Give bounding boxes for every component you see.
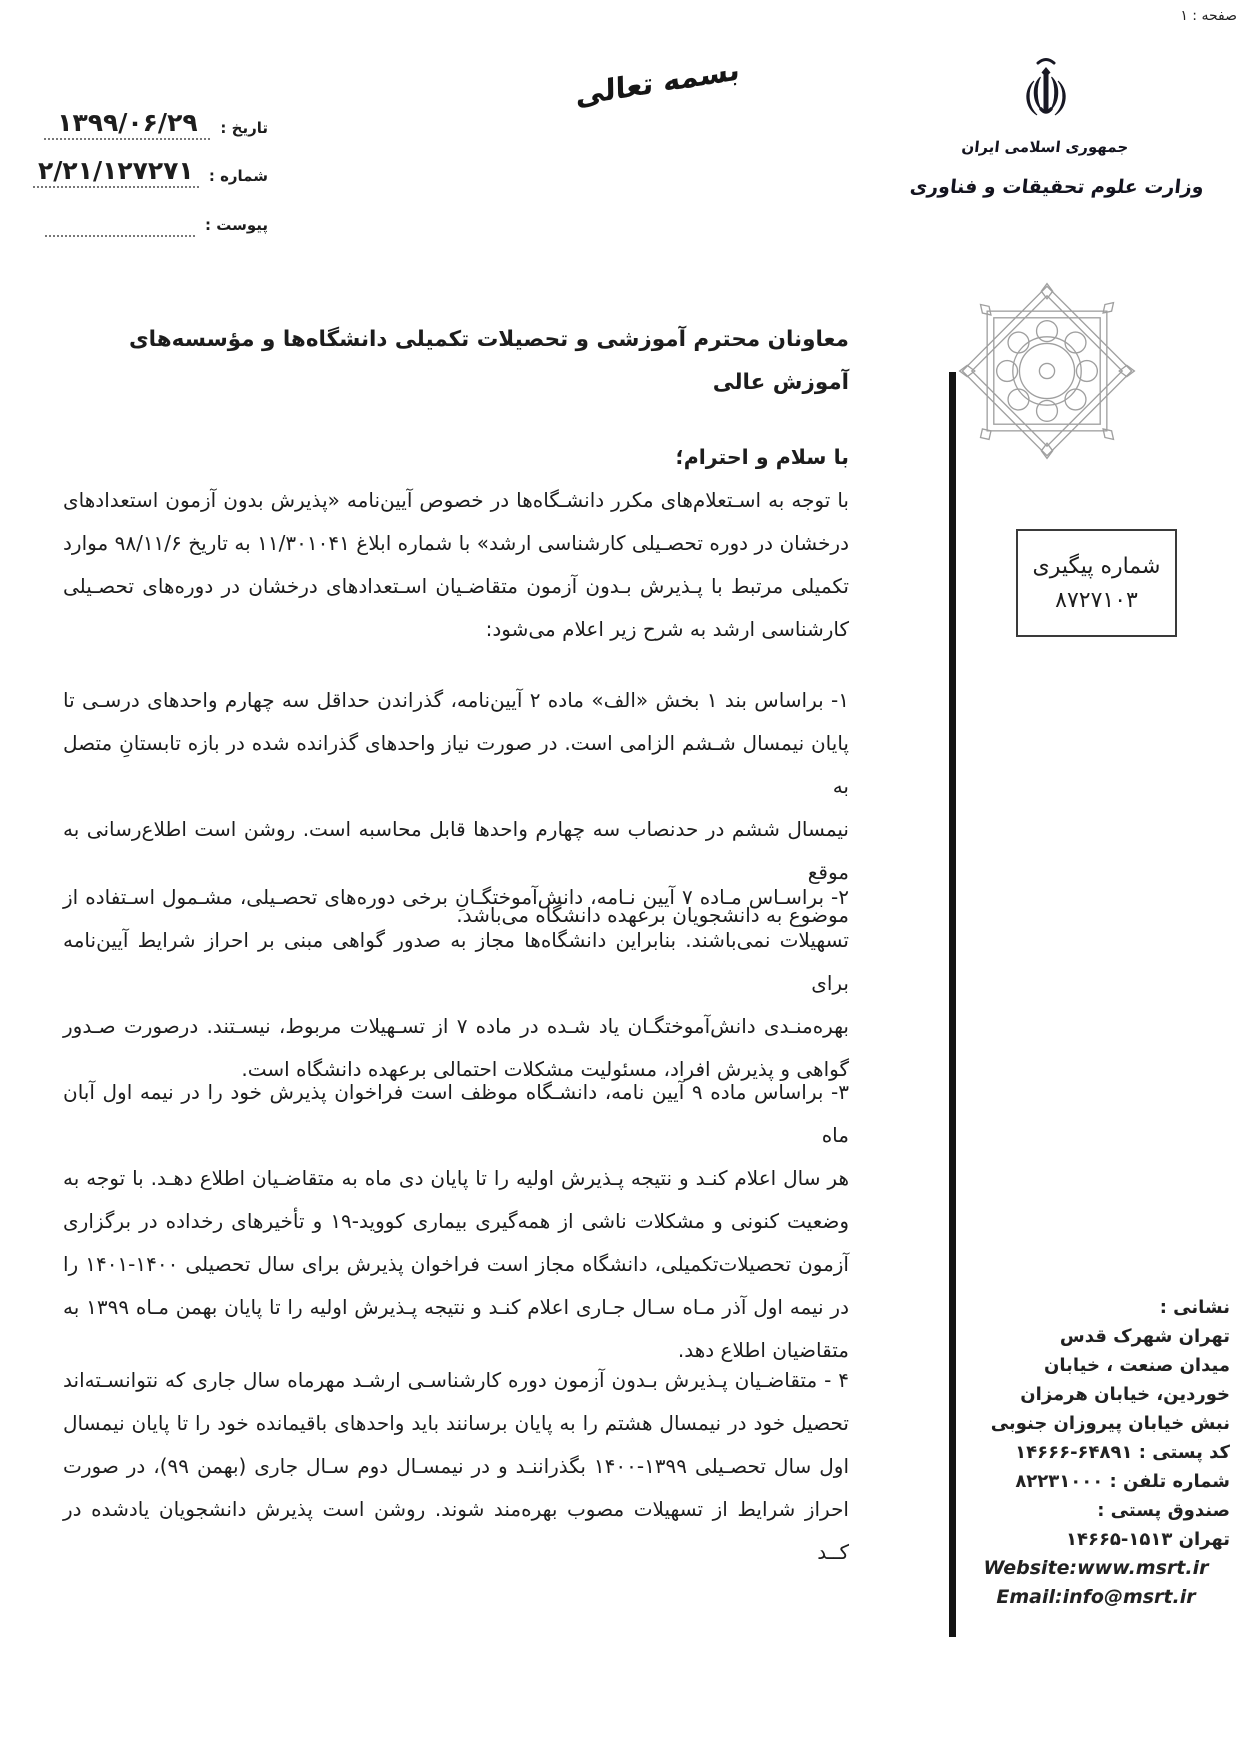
intro-paragraph: [63, 479, 849, 651]
tracking-label: شماره پیگیری: [1032, 553, 1161, 579]
text-line: میدان صنعت ، خیابان: [1044, 1355, 1230, 1376]
tracking-number: ۸۷۲۷۱۰۳: [1055, 587, 1138, 613]
phone-line: [962, 1467, 1230, 1496]
pobox-line: [962, 1525, 1230, 1554]
attachment-label: پیوست :: [204, 216, 268, 234]
date-label: تاریخ :: [220, 119, 268, 137]
text-line: گواهی و پذیرش افراد، مسئولیت مشکلات احتمالی برعهده دانشگاه است.: [241, 1057, 849, 1081]
postal-code-line: [962, 1438, 1230, 1467]
letter-body: [63, 0, 849, 1754]
iran-emblem-icon: [1014, 56, 1078, 132]
pobox-label: صندوق پستی :: [1097, 1500, 1230, 1521]
number-value: ۲/۲۱/۱۲۷۲۷۱: [33, 156, 199, 188]
email-line: Email:info@msrt.ir: [996, 1586, 1196, 1608]
address-label: نشانی :: [1159, 1297, 1230, 1318]
text-line: ۴ - متقاضـیان پـذیرش بـدون آزمون دوره کارشناسـی ارشـد مهرماه سال جاری که نتوانسـته‌اند: [63, 1368, 849, 1392]
text-line: وضعیت کنونی و مشکلات ناشی از همه‌گیری بیماری کووید-۱۹ و تأخیرهای رخداده در برگزاری: [63, 1209, 849, 1233]
text-line: با توجه به اسـتعلام‌های مکرر دانشـگاه‌ها در خصوص آیین‌نامه «پذیرش بدون آزمون استعدادهای: [63, 488, 849, 512]
phone-label: شماره تلفن :: [1109, 1471, 1230, 1492]
vertical-divider: [949, 372, 956, 1637]
text-line: ۲- براسـاس مـاده ۷ آیین نـامه، دانش‌آموختگـانِ برخی دوره‌های تحصـیلی، مشـمول اسـتفاده از: [63, 885, 849, 909]
text-line: تسهیلات نمی‌باشند. بنابراین دانشگاه‌ها مجاز به صدور گواهی مبنی بر احراز شرایط آیین‌نامه برای: [63, 928, 849, 995]
pobox-city: تهران: [1178, 1529, 1230, 1550]
tracking-number-box: [1016, 529, 1177, 637]
item-4-paragraph: [63, 1359, 849, 1574]
text-line: احراز شرایط از تسهیلات مصوب بهره‌مند شوند. روشن است پذیرش دانشجویان یادشده در کــد: [63, 1497, 849, 1564]
number-label: شماره :: [208, 167, 268, 185]
text-line: کارشناسی ارشد به شرح زیر اعلام می‌شود:: [485, 617, 849, 641]
text-line: نبش خیابان پیروزان جنوبی: [990, 1413, 1230, 1434]
ministry-title: وزارت علوم تحقیقات و فناوری: [908, 176, 1205, 198]
text-line: تکمیلی مرتبط با پـذیرش بـدون آزمون متقاضـیان اسـتعدادهای درخشان در دوره‌های تحصـیلی: [63, 574, 849, 598]
text-line: در نیمه اول آذر مـاه سـال جـاری اعلام کنـد و نتیجه پـذیرش اولیه را تا پایان بهمن مـاه ۱۳۹۹ به: [63, 1295, 849, 1319]
text-line: آزمون تحصیلات‌تکمیلی، دانشگاه مجاز است فراخوان پذیرش برای سال تحصیلی ۱۴۰۰-۱۴۰۱ را: [63, 1252, 849, 1276]
website-line: Website:www.msrt.ir: [983, 1557, 1209, 1579]
page-number: صفحه : ۱: [1180, 8, 1237, 24]
address-block: [962, 1293, 1230, 1612]
text-line: نیمسال ششم در حدنصاب سه چهارم واحدها قابل محاسبه است. روشن است اطلاع‌رسانی به موقع: [63, 817, 849, 884]
text-line: درخشان در دوره تحصـیلی کارشناسی ارشد» با شماره ابلاغ ۱۱/۳۰۱۰۴۱ به تاریخ ۹۸/۱۱/۶ موارد: [63, 531, 849, 555]
ornament-medallion-icon: [952, 276, 1142, 466]
basmala-calligraphy: بسمه تعالی: [575, 52, 740, 113]
text-line: متقاضیان اطلاع دهد.: [677, 1338, 849, 1362]
postal-code-value: ۱۴۶۶۶-۶۴۸۹۱: [1015, 1442, 1133, 1463]
text-line: تحصیل خود در نیمسال هشتم را به پایان برسانند باید واحدهای باقیمانده خود را تا پایان نیمسال: [63, 1411, 849, 1435]
text-line: موضوع به دانشجویان برعهده دانشگاه می‌باشد.: [456, 903, 849, 927]
pobox-value: ۱۴۶۶۵-۱۵۱۳: [1065, 1529, 1173, 1550]
date-value: ۱۳۹۹/۰۶/۲۹: [44, 108, 210, 140]
salutation-line: با سلام و احترام؛: [675, 445, 849, 469]
phone-value: ۸۲۲۳۱۰۰۰: [1015, 1471, 1104, 1492]
text-line: هر سال اعلام کنـد و نتیجه پـذیرش اولیه را تا پایان دی ماه به متقاضـیان اطلاع دهـد. با توجه به: [63, 1166, 849, 1190]
recipient-line: معاونان محترم آموزشی و تحصیلات تکمیلی دانشگاه‌ها و مؤسسه‌های آموزش عالی: [128, 327, 849, 395]
text-line: تهران شهرک قدس: [1059, 1326, 1230, 1347]
text-line: پایان نیمسال شـشم الزامی است. در صورت نیاز واحدهای گذرانده شده در بازه تابستانِ متصل به: [63, 731, 849, 798]
text-line: ۳- براساس ماده ۹ آیین نامه، دانشـگاه موظف است فراخوان پذیرش خود را در نیمه اول آبان ماه: [63, 1080, 850, 1147]
text-line: اول سال تحصـیلی ۱۳۹۹-۱۴۰۰ بگذراننـد و در نیمسـال دوم سـال جاری (بهمن ۹۹)، در صورت: [63, 1454, 850, 1478]
item-3-paragraph: [63, 1071, 849, 1372]
text-line: خوردین، خیابان هرمزان: [1020, 1384, 1230, 1405]
text-line: بهره‌منـدی دانش‌آموختگـان یاد شـده در ماده ۷ از تسـهیلات مربوط، نیسـتند. درصورت صـدور: [63, 1014, 849, 1038]
government-title: جمهوری اسلامی ایران: [960, 138, 1130, 156]
item-2-paragraph: [63, 876, 849, 1091]
text-line: ۱- براساس بند ۱ بخش «الف» ماده ۲ آیین‌نامه، گذراندن حداقل سه چهارم واحدهای درسـی تا: [63, 688, 849, 712]
postal-code-label: کد پستی :: [1138, 1442, 1230, 1463]
address-lines: [962, 1322, 1230, 1438]
